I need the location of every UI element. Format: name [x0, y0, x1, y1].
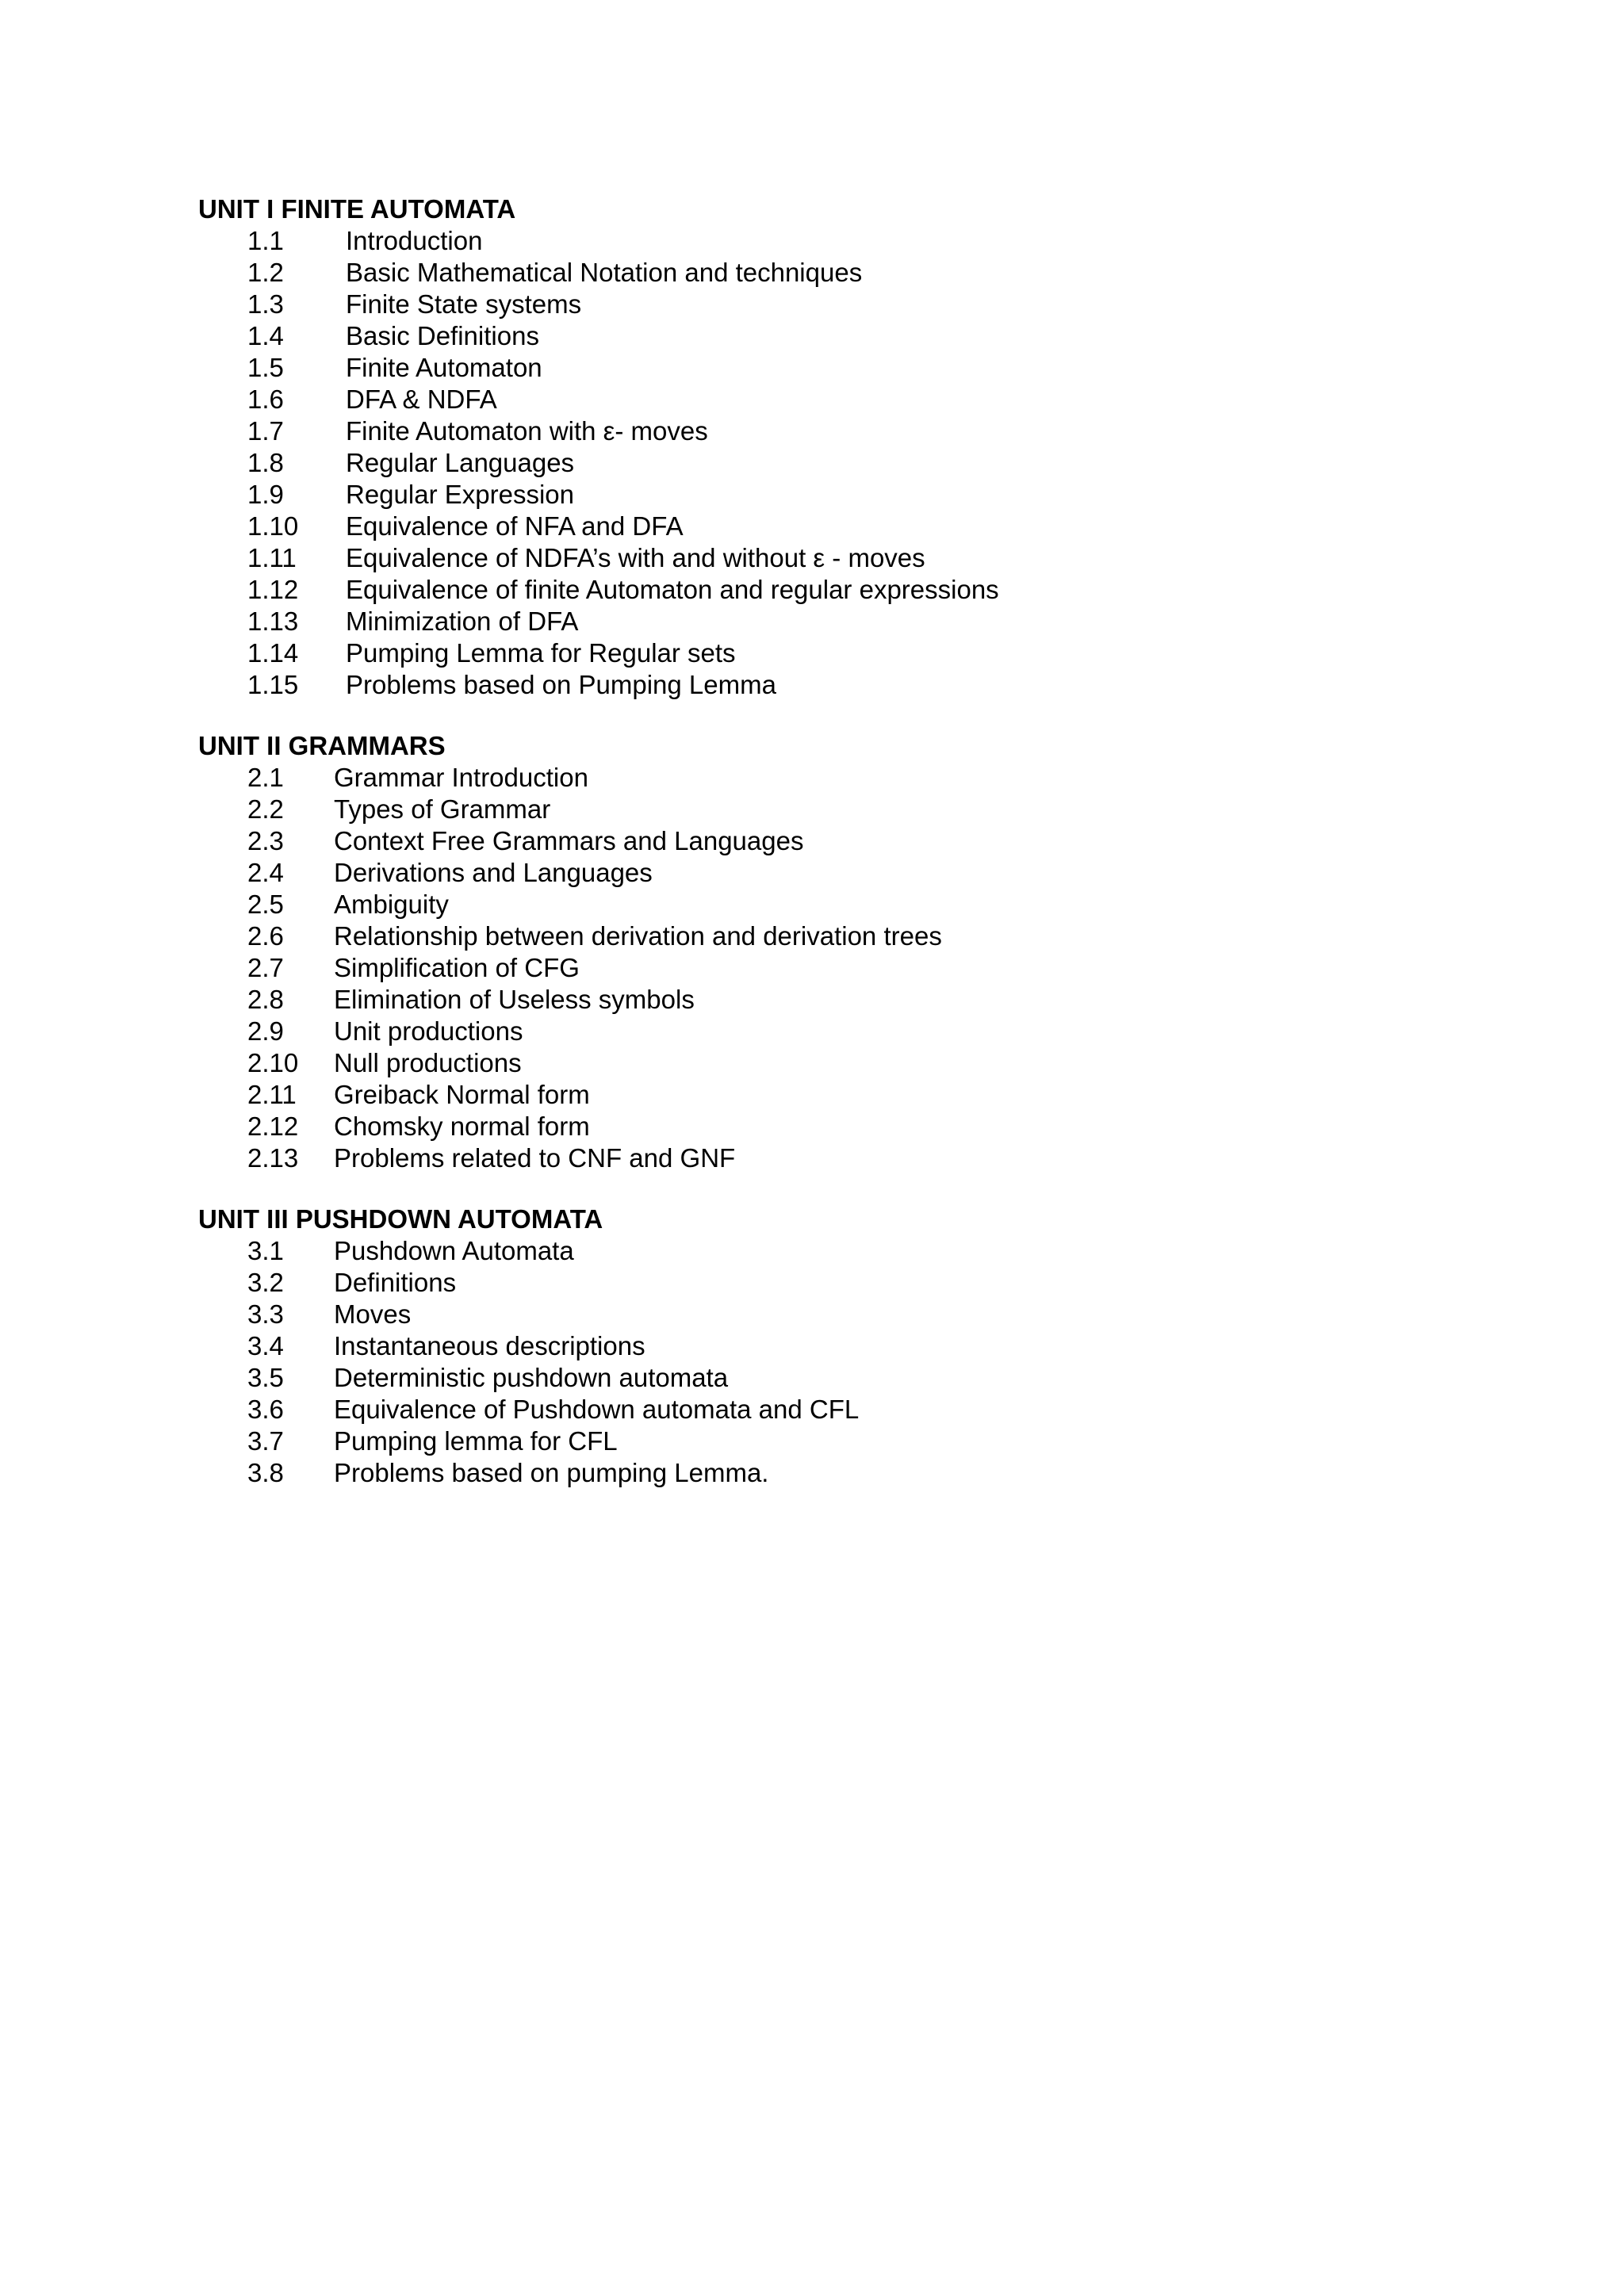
- item-title: Equivalence of finite Automaton and regular expressions: [346, 575, 999, 604]
- item-number: 1.14: [247, 638, 299, 668]
- item-number: 1.12: [247, 575, 299, 604]
- list-item: [198, 606, 1467, 637]
- list-item: [198, 1457, 1467, 1489]
- list-item: [198, 1425, 1467, 1457]
- item-number: 1.5: [247, 353, 284, 382]
- item-number: 2.9: [247, 1016, 284, 1046]
- item-number: 2.10: [247, 1048, 299, 1077]
- item-title: Basic Definitions: [346, 321, 539, 350]
- list-item: [198, 1047, 1467, 1079]
- item-title: DFA & NDFA: [346, 385, 497, 414]
- list-item: [198, 984, 1467, 1016]
- item-title: Ambiguity: [334, 890, 449, 919]
- item-number: 3.6: [247, 1395, 284, 1424]
- list-item: [198, 225, 1467, 257]
- item-title: Types of Grammar: [334, 794, 551, 824]
- item-number: 3.5: [247, 1363, 284, 1392]
- list-item: [198, 1394, 1467, 1425]
- item-title: Grammar Introduction: [334, 763, 588, 792]
- list-item: [198, 574, 1467, 606]
- item-title: Problems based on Pumping Lemma: [346, 670, 776, 699]
- item-title: Equivalence of Pushdown automata and CFL: [334, 1395, 860, 1424]
- list-item: [198, 289, 1467, 320]
- item-number: 3.1: [247, 1236, 284, 1265]
- unit-heading: UNIT III PUSHDOWN AUTOMATA: [198, 1204, 603, 1234]
- item-title: Pumping Lemma for Regular sets: [346, 638, 736, 668]
- item-number: 1.4: [247, 321, 284, 350]
- item-title: Finite State systems: [346, 289, 582, 319]
- list-item: [198, 1267, 1467, 1299]
- item-number: 2.6: [247, 921, 284, 951]
- item-title: Chomsky normal form: [334, 1112, 590, 1141]
- item-title: Derivations and Languages: [334, 858, 653, 887]
- list-item: [198, 889, 1467, 920]
- item-number: 3.3: [247, 1299, 284, 1329]
- list-item: [198, 257, 1467, 289]
- item-title: Pumping lemma for CFL: [334, 1426, 618, 1456]
- item-number: 2.2: [247, 794, 284, 824]
- item-number: 3.8: [247, 1458, 284, 1487]
- item-number: 2.11: [247, 1080, 297, 1109]
- list-item: [198, 415, 1467, 447]
- item-title: Instantaneous descriptions: [334, 1331, 645, 1360]
- item-title: Basic Mathematical Notation and techniques: [346, 258, 863, 287]
- item-number: 1.3: [247, 289, 284, 319]
- item-number: 1.1: [247, 226, 284, 255]
- item-title: Moves: [334, 1299, 412, 1329]
- list-item: [198, 542, 1467, 574]
- list-item: [198, 1235, 1467, 1267]
- list-item: [198, 1142, 1467, 1174]
- list-item: [198, 479, 1467, 511]
- item-number: 2.13: [247, 1143, 299, 1173]
- list-item: [198, 1299, 1467, 1330]
- list-item: [198, 447, 1467, 479]
- list-item: [198, 669, 1467, 701]
- item-title: Minimization of DFA: [346, 607, 579, 636]
- item-number: 1.2: [247, 258, 284, 287]
- item-number: 2.12: [247, 1112, 299, 1141]
- item-title: Deterministic pushdown automata: [334, 1363, 729, 1392]
- item-number: 2.3: [247, 826, 284, 855]
- item-number: 3.2: [247, 1268, 284, 1297]
- item-number: 2.1: [247, 763, 284, 792]
- item-title: Relationship between derivation and derivation trees: [334, 921, 942, 951]
- list-item: [198, 1111, 1467, 1142]
- unit-3-section: [198, 1203, 1467, 1489]
- list-item: [198, 794, 1467, 825]
- list-item: [198, 1330, 1467, 1362]
- list-item: [198, 384, 1467, 415]
- list-item: [198, 1079, 1467, 1111]
- list-item: [198, 825, 1467, 857]
- item-title: Regular Languages: [346, 448, 575, 477]
- item-title: Context Free Grammars and Languages: [334, 826, 804, 855]
- item-number: 1.8: [247, 448, 284, 477]
- item-title: Null productions: [334, 1048, 522, 1077]
- unit-1-section: [198, 193, 1467, 701]
- list-item: [198, 320, 1467, 352]
- item-title: Regular Expression: [346, 480, 574, 509]
- item-title: Problems related to CNF and GNF: [334, 1143, 736, 1173]
- list-item: [198, 1016, 1467, 1047]
- list-item: [198, 857, 1467, 889]
- item-title: Greiback Normal form: [334, 1080, 590, 1109]
- item-title: Pushdown Automata: [334, 1236, 574, 1265]
- item-title: Equivalence of NDFA’s with and without ε - moves: [346, 543, 925, 572]
- item-number: 1.6: [247, 385, 284, 414]
- item-number: 1.10: [247, 511, 299, 541]
- item-number: 1.13: [247, 607, 299, 636]
- item-title: Simplification of CFG: [334, 953, 580, 982]
- item-number: 3.4: [247, 1331, 284, 1360]
- list-item: [198, 352, 1467, 384]
- item-title: Equivalence of NFA and DFA: [346, 511, 684, 541]
- item-title: Elimination of Useless symbols: [334, 985, 695, 1014]
- list-item: [198, 952, 1467, 984]
- list-item: [198, 920, 1467, 952]
- item-title: Problems based on pumping Lemma.: [334, 1458, 769, 1487]
- item-number: 1.11: [247, 543, 297, 572]
- list-item: [198, 1362, 1467, 1394]
- item-title: Definitions: [334, 1268, 457, 1297]
- item-number: 2.8: [247, 985, 284, 1014]
- item-number: 1.9: [247, 480, 284, 509]
- list-item: [198, 762, 1467, 794]
- list-item: [198, 637, 1467, 669]
- item-number: 2.5: [247, 890, 284, 919]
- item-title: Finite Automaton with ε- moves: [346, 416, 708, 446]
- item-number: 1.7: [247, 416, 284, 446]
- item-number: 1.15: [247, 670, 299, 699]
- item-title: Unit productions: [334, 1016, 523, 1046]
- unit-heading: UNIT II GRAMMARS: [198, 731, 446, 760]
- unit-2-section: [198, 730, 1467, 1174]
- item-title: Finite Automaton: [346, 353, 542, 382]
- item-number: 2.7: [247, 953, 284, 982]
- item-title: Introduction: [346, 226, 483, 255]
- unit-heading: UNIT I FINITE AUTOMATA: [198, 194, 516, 224]
- item-number: 3.7: [247, 1426, 284, 1456]
- item-number: 2.4: [247, 858, 284, 887]
- list-item: [198, 511, 1467, 542]
